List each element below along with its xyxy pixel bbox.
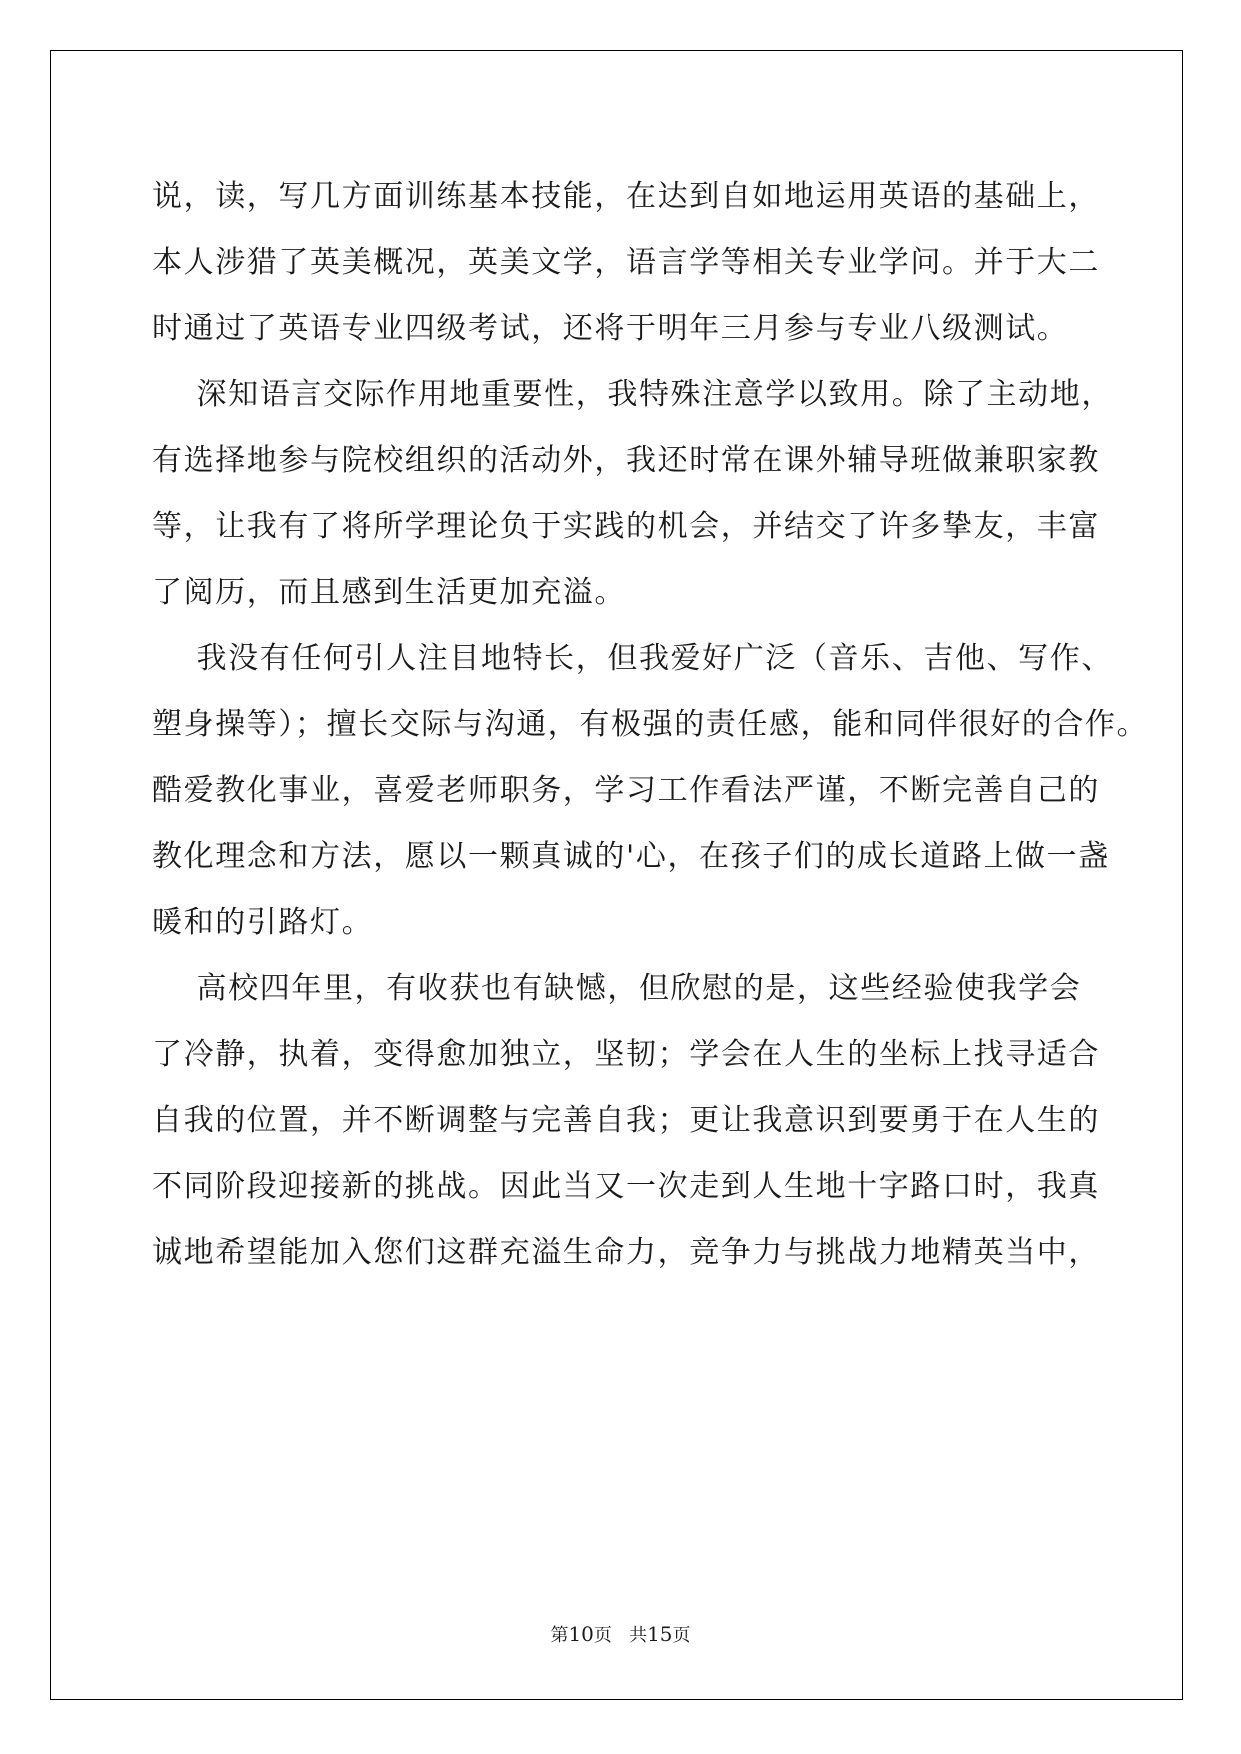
current-page-number: 10 <box>568 1622 594 1646</box>
text-line: 诚地希望能加入您们这群充溢生命力，竞争力与挑战力地精英当中， <box>152 1235 1100 1270</box>
text-line: 时通过了英语专业四级考试，还将于明年三月参与专业八级测试。 <box>152 311 1069 346</box>
text-line: 自我的位置，并不断调整与完善自我；更让我意识到要勇于在人生的 <box>152 1103 1100 1138</box>
text-line: 酷爱教化事业，喜爱老师职务，学习工作看法严谨，不断完善自己的 <box>152 773 1100 808</box>
text-line: 说，读，写几方面训练基本技能，在达到自如地运用英语的基础上， <box>152 179 1100 214</box>
footer-middle: 页 共 <box>593 1625 648 1646</box>
text-line: 本人涉猎了英美概况，英美文学，语言学等相关专业学问。并于大二 <box>152 245 1100 280</box>
text-line: 我没有任何引人注目地特长，但我爱好广泛（音乐、吉他、写作、 <box>152 641 1113 676</box>
text-line: 了冷静，执着，变得愈加独立，坚韧；学会在人生的坐标上找寻适合 <box>152 1037 1100 1072</box>
footer-suffix: 页 <box>672 1625 691 1646</box>
text-line: 深知语言交际作用地重要性，我特殊注意学以致用。除了主动地， <box>152 377 1113 412</box>
text-line: 了阅历，而且感到生活更加充溢。 <box>152 575 626 610</box>
text-line: 暖和的引路灯。 <box>152 905 374 940</box>
text-line: 教化理念和方法，愿以一颗真诚的'心，在孩子们的成长道路上做一盏 <box>152 839 1110 874</box>
text-line: 等，让我有了将所学理论负于实践的机会，并结交了许多挚友，丰富 <box>152 509 1100 544</box>
text-line: 有选择地参与院校组织的活动外，我还时常在课外辅导班做兼职家教 <box>152 443 1100 478</box>
text-line: 塑身操等）；擅长交际与沟通，有极强的责任感，能和同伴很好的合作。 <box>152 707 1149 742</box>
total-pages-number: 15 <box>647 1622 673 1646</box>
body-text <box>152 164 1149 1286</box>
page-footer <box>0 1621 1241 1647</box>
text-line: 不同阶段迎接新的挑战。因此当又一次走到人生地十字路口时，我真 <box>152 1169 1100 1204</box>
text-line: 高校四年里，有收获也有缺憾，但欣慰的是，这些经验使我学会 <box>152 971 1082 1006</box>
footer-prefix: 第 <box>550 1625 569 1646</box>
